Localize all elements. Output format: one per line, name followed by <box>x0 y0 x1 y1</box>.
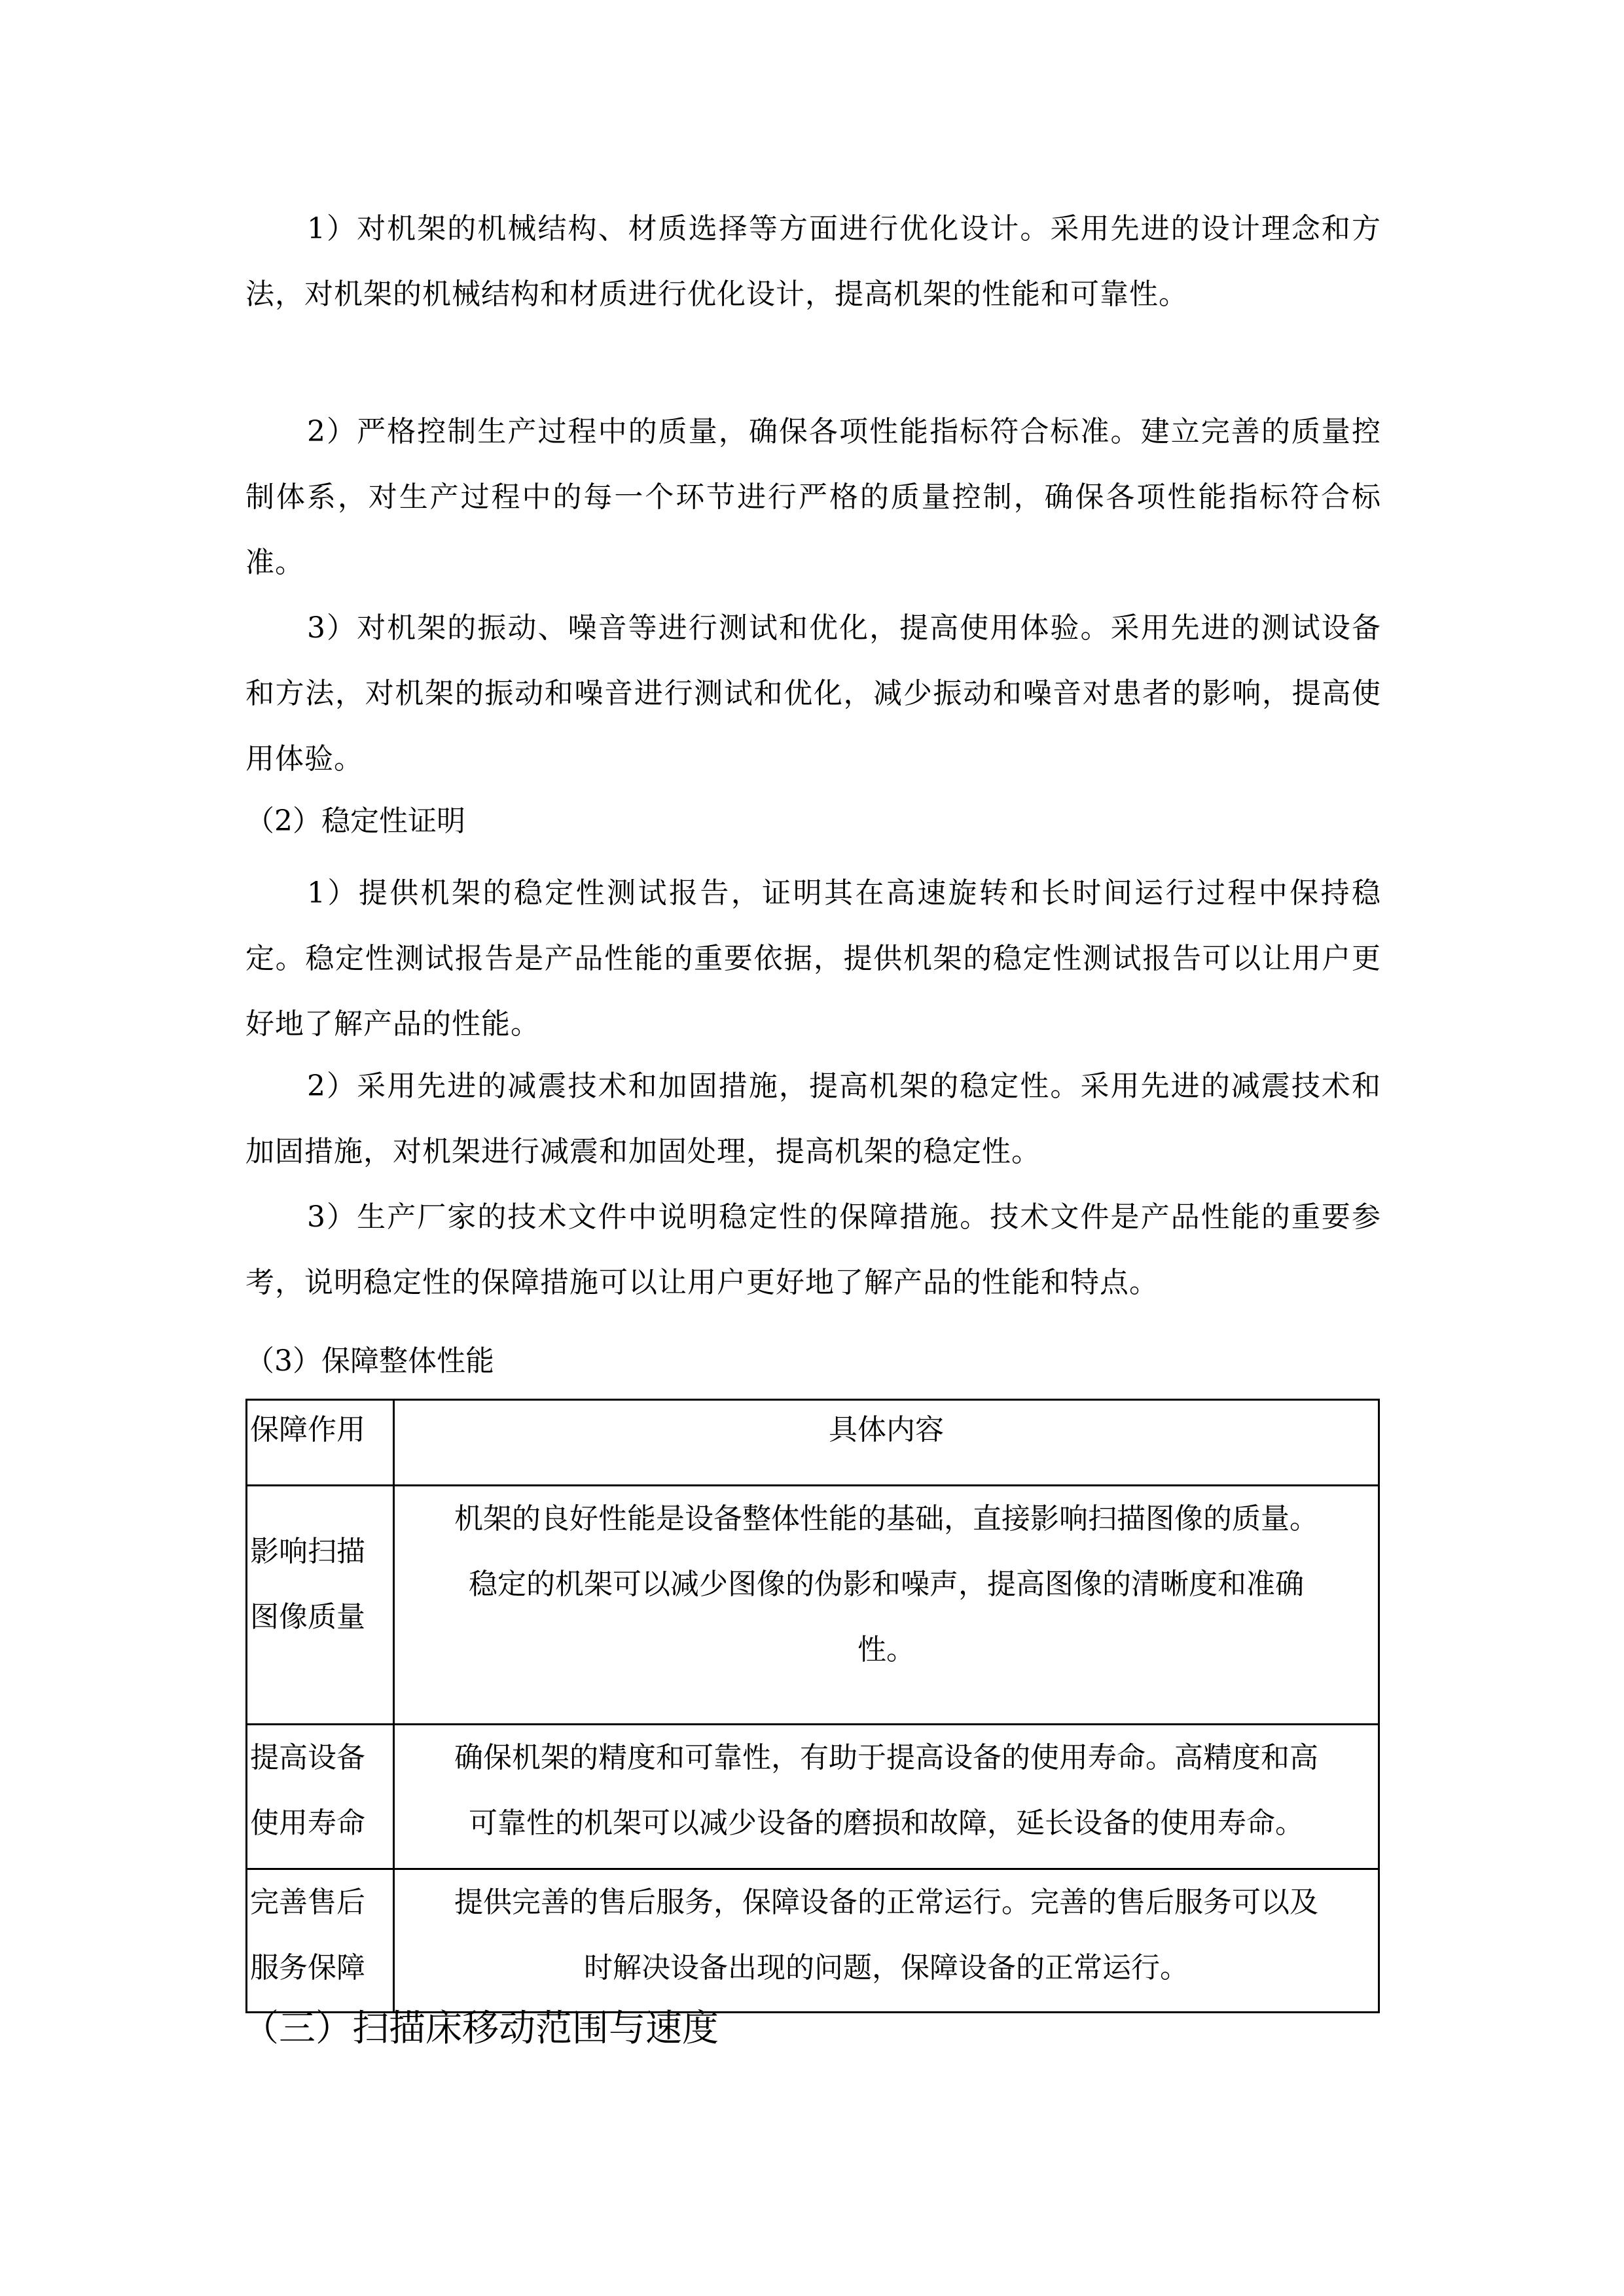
paragraph-text: 3）生产厂家的技术文件中说明稳定性的保障措施。技术文件是产品性能的重要参考，说明稳定性的保障措施可以让用户更好地了解产品的性能和特点。 <box>245 1200 1381 1299</box>
paragraph-quality-control <box>245 399 1381 596</box>
content-cell: 确保机架的精度和可靠性，有助于提高设备的使用寿命。高精度和高 可靠性的机架可以减少设备的磨损和故障，延长设备的使用寿命。 <box>394 1725 1379 1869</box>
table-row <box>247 1725 1379 1869</box>
guarantee-table <box>245 1399 1380 2013</box>
paragraph-text: 3）对机架的振动、噪音等进行测试和优化，提高使用体验。采用先进的测试设备和方法，对机架的振动和噪音进行测试和优化，减少振动和噪音对患者的影响，提高使用体验。 <box>245 611 1381 776</box>
paragraph-text: 1）对机架的机械结构、材质选择等方面进行优化设计。采用先进的设计理念和方法，对机架的机械结构和材质进行优化设计，提高机架的性能和可靠性。 <box>245 212 1381 311</box>
paragraph-design-optimization <box>245 196 1381 327</box>
paragraph-technical-documents <box>245 1185 1381 1316</box>
table-row <box>247 1486 1379 1725</box>
table-row <box>247 1869 1379 2013</box>
paragraph-text: 2）采用先进的减震技术和加固措施，提高机架的稳定性。采用先进的减震技术和加固措施，对机架进行减震和加固处理，提高机架的稳定性。 <box>245 1069 1381 1168</box>
content-cell: 提供完善的售后服务，保障设备的正常运行。完善的售后服务可以及 时解决设备出现的问题，保障设备的正常运行。 <box>394 1869 1379 2013</box>
subheading-overall-performance: （3）保障整体性能 <box>245 1344 494 1378</box>
role-cell: 提高设备 使用寿命 <box>247 1725 394 1869</box>
paragraph-damping-reinforcement <box>245 1054 1381 1185</box>
paragraph-vibration-noise <box>245 596 1381 792</box>
paragraph-text: 2）严格控制生产过程中的质量，确保各项性能指标符合标准。建立完善的质量控制体系，对生产过程中的每一个环节进行严格的质量控制，确保各项性能指标符合标准。 <box>245 415 1381 579</box>
section-heading-scan-table: （三）扫描床移动范围与速度 <box>242 2007 719 2050</box>
header-cell-role: 保障作用 <box>247 1400 394 1486</box>
subheading-stability-proof: （2）稳定性证明 <box>245 804 465 838</box>
role-cell: 影响扫描 图像质量 <box>247 1486 394 1725</box>
content-cell: 机架的良好性能是设备整体性能的基础，直接影响扫描图像的质量。 稳定的机架可以减少图像的伪影和噪声，提高图像的清晰度和准确 性。 <box>394 1486 1379 1725</box>
role-cell: 完善售后 服务保障 <box>247 1869 394 2013</box>
paragraph-stability-report <box>245 861 1381 1057</box>
table-header-row <box>247 1400 1379 1486</box>
paragraph-text: 1）提供机架的稳定性测试报告，证明其在高速旋转和长时间运行过程中保持稳定。稳定性测试报告是产品性能的重要依据，提供机架的稳定性测试报告可以让用户更好地了解产品的性能。 <box>245 876 1381 1041</box>
header-cell-content: 具体内容 <box>394 1400 1379 1486</box>
